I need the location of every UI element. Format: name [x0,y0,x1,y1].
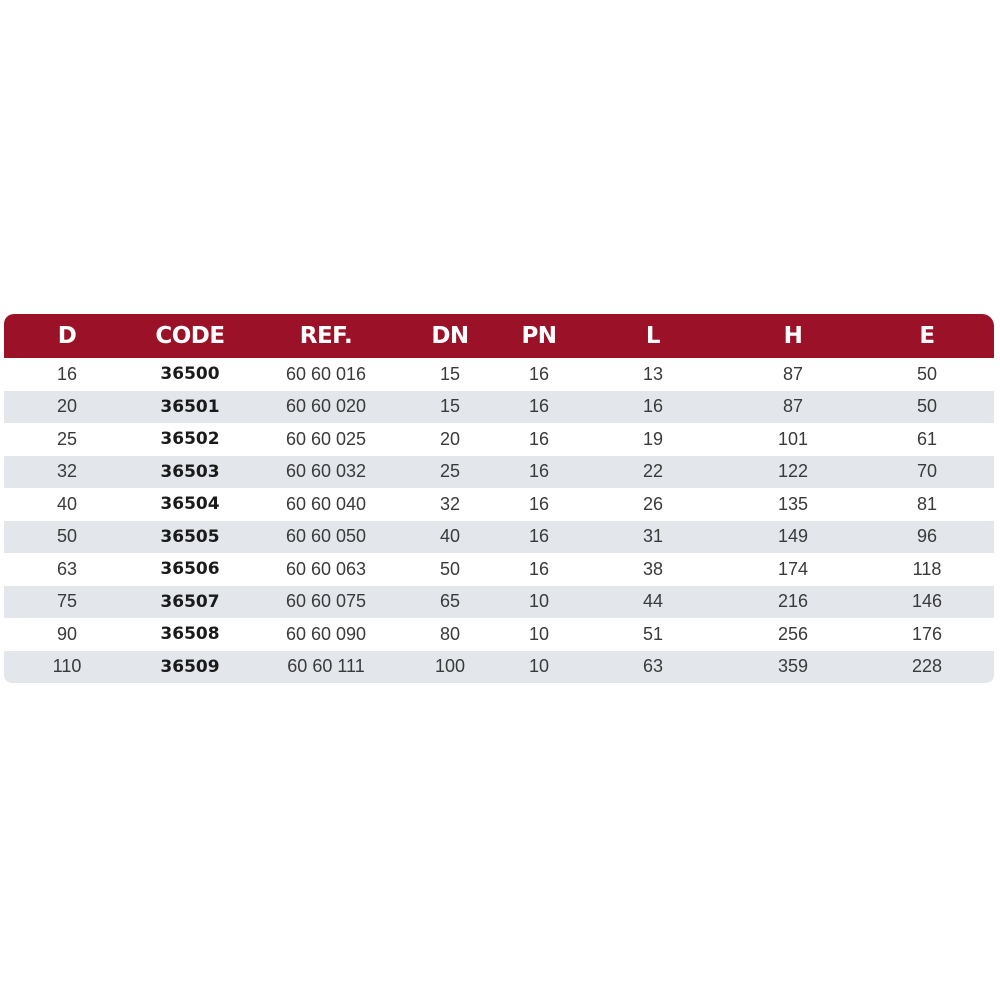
cell-h: 101 [777,428,809,449]
cell-h: 216 [777,591,809,612]
cell-pn: 16 [528,558,550,579]
cell-l: 51 [642,623,664,644]
cell-e: 118 [912,558,942,579]
table-row [4,358,994,391]
table-row [4,456,994,489]
cell-ref: 60 60 025 [285,428,367,449]
cell-pn: 16 [528,363,550,384]
table-row-inner [4,423,994,456]
table-row-inner [4,651,994,684]
table-row [4,618,994,651]
cell-pn: 10 [528,656,550,677]
table-row [4,488,994,521]
cell-code: 36507 [160,591,220,612]
cell-dn: 50 [439,558,461,579]
cell-e: 81 [916,493,938,514]
cell-e: 70 [916,461,938,482]
cell-d: 16 [56,363,78,384]
cell-d: 20 [56,396,78,417]
cell-h: 87 [782,363,804,384]
cell-code: 36509 [160,656,220,677]
cell-h: 359 [777,656,809,677]
table-row [4,521,994,554]
header-l: L [645,323,661,349]
cell-ref: 60 60 063 [285,558,367,579]
cell-d: 50 [56,526,78,547]
cell-pn: 16 [528,461,550,482]
cell-dn: 20 [439,428,461,449]
cell-h: 174 [777,558,809,579]
header-dn: DN [431,323,469,349]
cell-l: 22 [642,461,664,482]
cell-dn: 32 [439,493,461,514]
cell-ref: 60 60 032 [285,461,367,482]
table-row-inner [4,358,994,391]
cell-l: 19 [642,428,664,449]
table-row [4,391,994,424]
cell-h: 87 [782,396,804,417]
cell-d: 75 [56,591,78,612]
table-row [4,553,994,586]
cell-l: 44 [642,591,664,612]
cell-d: 90 [56,623,78,644]
cell-dn: 15 [439,363,461,384]
cell-dn: 40 [439,526,461,547]
cell-e: 96 [916,526,938,547]
cell-e: 146 [911,591,943,612]
cell-dn: 65 [439,591,461,612]
cell-code: 36503 [160,461,220,482]
cell-pn: 10 [528,591,550,612]
cell-ref: 60 60 050 [285,526,367,547]
cell-dn: 80 [439,623,461,644]
header-h: H [783,323,803,349]
cell-pn: 10 [528,623,550,644]
cell-ref: 60 60 020 [285,396,367,417]
table-row [4,651,994,684]
header-code: CODE [155,323,225,349]
cell-code: 36508 [160,624,220,645]
cell-pn: 16 [528,396,550,417]
cell-d: 25 [56,428,78,449]
table-header-row [4,314,994,358]
cell-e: 176 [911,623,943,644]
table-row-inner [4,488,994,521]
cell-h: 135 [777,493,809,514]
cell-e: 228 [911,656,943,677]
cell-pn: 16 [528,526,550,547]
cell-d: 110 [52,656,82,677]
table-row-inner [4,456,994,489]
cell-d: 40 [56,493,78,514]
cell-d: 63 [56,558,78,579]
table-row-inner [4,618,994,651]
cell-code: 36501 [160,396,220,417]
cell-code: 36500 [160,364,220,385]
header-row-inner [4,314,994,358]
cell-ref: 60 60 111 [287,656,365,677]
cell-code: 36504 [160,494,220,515]
table-row-inner [4,586,994,619]
cell-ref: 60 60 016 [285,363,367,384]
table-row-inner [4,521,994,554]
header-d: D [57,323,77,349]
cell-l: 31 [642,526,664,547]
cell-dn: 15 [439,396,461,417]
table-row-inner [4,391,994,424]
header-ref: REF. [299,323,353,349]
cell-ref: 60 60 090 [285,623,367,644]
spec-table [4,314,994,683]
cell-e: 61 [916,428,938,449]
cell-l: 13 [642,363,664,384]
cell-l: 63 [642,656,664,677]
cell-l: 38 [642,558,664,579]
cell-l: 26 [642,493,664,514]
cell-h: 122 [777,461,809,482]
header-pn: PN [521,323,557,349]
cell-code: 36506 [160,559,220,580]
header-e: E [919,323,935,349]
cell-h: 256 [777,623,809,644]
cell-e: 50 [916,363,938,384]
cell-l: 16 [642,396,664,417]
cell-h: 149 [777,526,809,547]
table-body [4,358,994,683]
cell-ref: 60 60 075 [285,591,367,612]
table-row [4,586,994,619]
cell-pn: 16 [528,493,550,514]
cell-pn: 16 [528,428,550,449]
cell-dn: 25 [439,461,461,482]
cell-e: 50 [916,396,938,417]
cell-ref: 60 60 040 [285,493,367,514]
table-row-inner [4,553,994,586]
cell-d: 32 [56,461,78,482]
cell-code: 36502 [160,429,220,450]
cell-dn: 100 [434,656,466,677]
table-row [4,423,994,456]
cell-code: 36505 [160,526,220,547]
